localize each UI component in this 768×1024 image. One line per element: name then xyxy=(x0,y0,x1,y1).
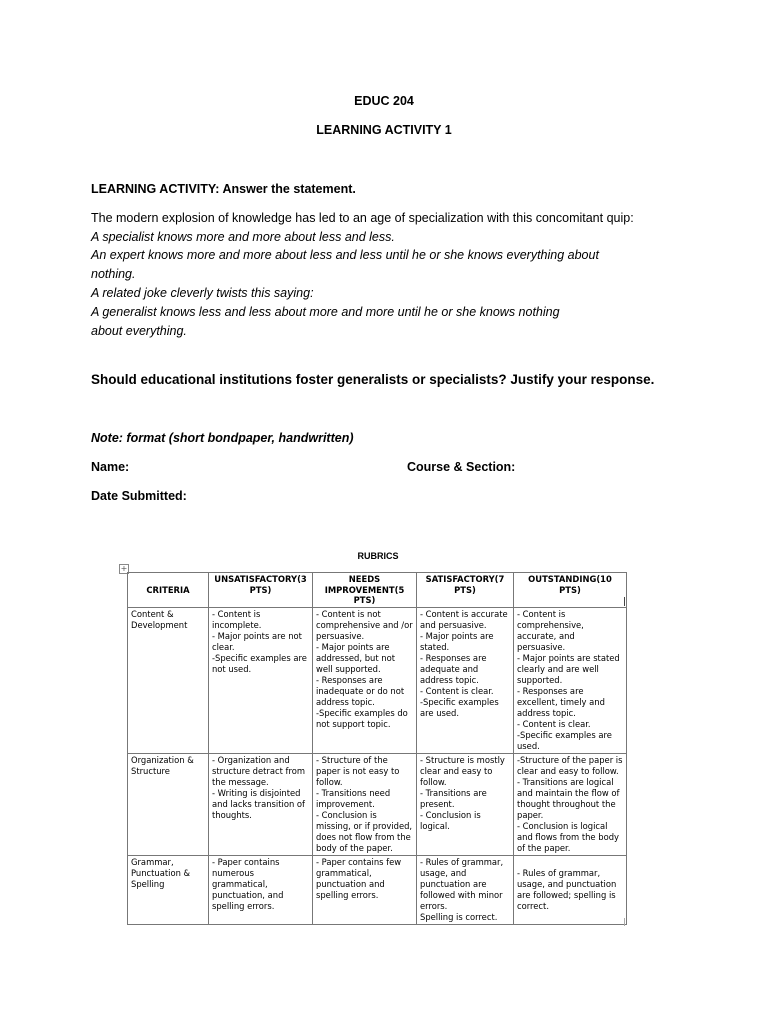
cell-text-line: - Conclusion is missing, or if provided, does not flow from the body of the paper. xyxy=(316,809,413,853)
date-submitted-label: Date Submitted: xyxy=(91,489,187,503)
header-label: NEEDS IMPROVEMENT xyxy=(324,574,395,595)
header-points: (10 PTS) xyxy=(559,574,612,595)
table-row xyxy=(128,855,627,924)
criteria-cell: Content & Development xyxy=(128,607,209,753)
rubric-cell-needs-improvement xyxy=(313,855,417,924)
criteria-cell: Grammar, Punctuation & Spelling xyxy=(128,855,209,924)
cell-text-line: - Major points are stated clearly and are well supported. xyxy=(517,652,620,685)
rubrics-header-cell xyxy=(417,573,514,608)
rubric-cell-outstanding xyxy=(514,855,627,924)
cell-text-line: - Responses are excellent, timely and address topic. xyxy=(517,685,605,718)
cell-text-line: - Paper contains numerous grammatical, punctuation, and spelling errors. xyxy=(212,856,284,911)
rubric-cell-needs-improvement xyxy=(313,753,417,855)
cell-text-line: - Content is comprehensive, accurate, and persuasive. xyxy=(517,608,584,652)
activity-heading: LEARNING ACTIVITY: Answer the statement. xyxy=(91,182,356,196)
cell-text-line: - Conclusion is logical. xyxy=(420,809,481,831)
rubric-cell-unsatisfactory xyxy=(209,753,313,855)
rubrics-title: RUBRICS xyxy=(357,551,399,561)
header-label: CRITERIA xyxy=(146,584,190,595)
quote-generalist-line1: A generalist knows less and less about more and more until he or she knows nothing xyxy=(91,305,560,319)
rubric-cell-needs-improvement xyxy=(313,607,417,753)
cell-text-line: - Writing is disjointed and lacks transition of thoughts. xyxy=(212,787,305,820)
cell-text-line: - Major points are not clear. xyxy=(212,630,302,652)
header-points: (3 PTS) xyxy=(249,574,307,595)
cell-text-line: - Organization and structure detract from the message. xyxy=(212,754,306,787)
cell-text-line: - Structure is mostly clear and easy to follow. xyxy=(420,754,505,787)
header-label: OUTSTANDING xyxy=(528,574,597,584)
rubric-cell-outstanding xyxy=(514,607,627,753)
table-row xyxy=(128,753,627,855)
header-points: (5 PTS) xyxy=(353,584,405,605)
rubric-cell-satisfactory xyxy=(417,753,514,855)
text-cursor xyxy=(624,597,625,606)
cell-text-line: - Content is not comprehensive and /or persuasive. xyxy=(316,608,413,641)
quote-generalist-line2: about everything. xyxy=(91,324,187,338)
cell-text-line: - Transitions are logical and maintain the flow of thought throughout the paper. xyxy=(517,776,620,820)
cell-text-line: -Specific examples do not support topic. xyxy=(316,707,408,729)
course-code: EDUC 204 xyxy=(354,94,414,108)
header-label: SATISFACTORY xyxy=(425,574,495,584)
rubrics-table xyxy=(127,572,627,925)
table-row xyxy=(128,607,627,753)
cell-text-line: - Content is clear. xyxy=(420,685,494,696)
quote-expert-line1: An expert knows more and more about less and less until he or she knows everything about xyxy=(91,248,599,262)
quote-joke: A related joke cleverly twists this saying: xyxy=(91,286,314,300)
course-section-label: Course & Section: xyxy=(407,460,516,474)
rubric-cell-unsatisfactory xyxy=(209,855,313,924)
rubrics-header-cell xyxy=(313,573,417,608)
table-move-handle-icon[interactable]: + xyxy=(120,564,128,573)
rubrics-header-cell xyxy=(128,573,209,608)
cell-text-line: - Conclusion is logical and flows from the body of the paper. xyxy=(517,820,619,853)
rubric-cell-outstanding xyxy=(514,753,627,855)
header-points: (7 PTS) xyxy=(454,574,505,595)
name-label: Name: xyxy=(91,460,130,474)
cell-text-line: - Rules of grammar, usage, and punctuation are followed; spelling is correct. xyxy=(517,867,617,911)
intro-text: The modern explosion of knowledge has led to an age of specialization with this concomitant quip: xyxy=(91,211,634,225)
cell-text-line: - Content is clear. xyxy=(517,718,591,729)
quote-expert-line2: nothing. xyxy=(91,267,136,281)
cell-text-line: - Responses are inadequate or do not address topic. xyxy=(316,674,405,707)
cell-text-line: - Transitions need improvement. xyxy=(316,787,391,809)
cell-text-line: - Paper contains few grammatical, punctuation and spelling errors. xyxy=(316,856,402,900)
cell-text-line: - Rules of grammar, usage, and punctuation are followed with minor errors. xyxy=(420,856,504,911)
rubric-cell-unsatisfactory xyxy=(209,607,313,753)
cell-text-line: - Responses are adequate and address topic. xyxy=(420,652,487,685)
cell-text-line: -Specific examples are used. xyxy=(420,696,499,718)
end-of-cell-mark xyxy=(624,918,625,926)
rubric-cell-satisfactory xyxy=(417,607,514,753)
cell-text-line: - Transitions are present. xyxy=(420,787,487,809)
header-label: UNSATISFACTORY xyxy=(214,574,298,584)
cell-text-line: Spelling is correct. xyxy=(420,911,498,922)
rubrics-header-row xyxy=(128,573,627,608)
rubric-cell-satisfactory xyxy=(417,855,514,924)
criteria-cell: Organization & Structure xyxy=(128,753,209,855)
cell-text-line: - Content is incomplete. xyxy=(212,608,262,630)
cell-text-line: - Major points are stated. xyxy=(420,630,494,652)
cell-text-line: -Specific examples are not used. xyxy=(212,652,307,674)
cell-text-line: - Content is accurate and persuasive. xyxy=(420,608,508,630)
question: Should educational institutions foster generalists or specialists? Justify your response. xyxy=(91,372,655,387)
rubrics-header-cell xyxy=(514,573,627,608)
rubrics-header-cell xyxy=(209,573,313,608)
cell-text-line: -Structure of the paper is clear and easy to follow. xyxy=(517,754,623,776)
format-note: Note: format (short bondpaper, handwritten) xyxy=(91,431,354,445)
cell-text-line: - Major points are addressed, but not well supported. xyxy=(316,641,395,674)
cell-text-line: -Specific examples are used. xyxy=(517,729,612,751)
activity-title: LEARNING ACTIVITY 1 xyxy=(316,123,452,137)
quote-specialist: A specialist knows more and more about less and less. xyxy=(91,230,395,244)
cell-text-line: - Structure of the paper is not easy to follow. xyxy=(316,754,400,787)
